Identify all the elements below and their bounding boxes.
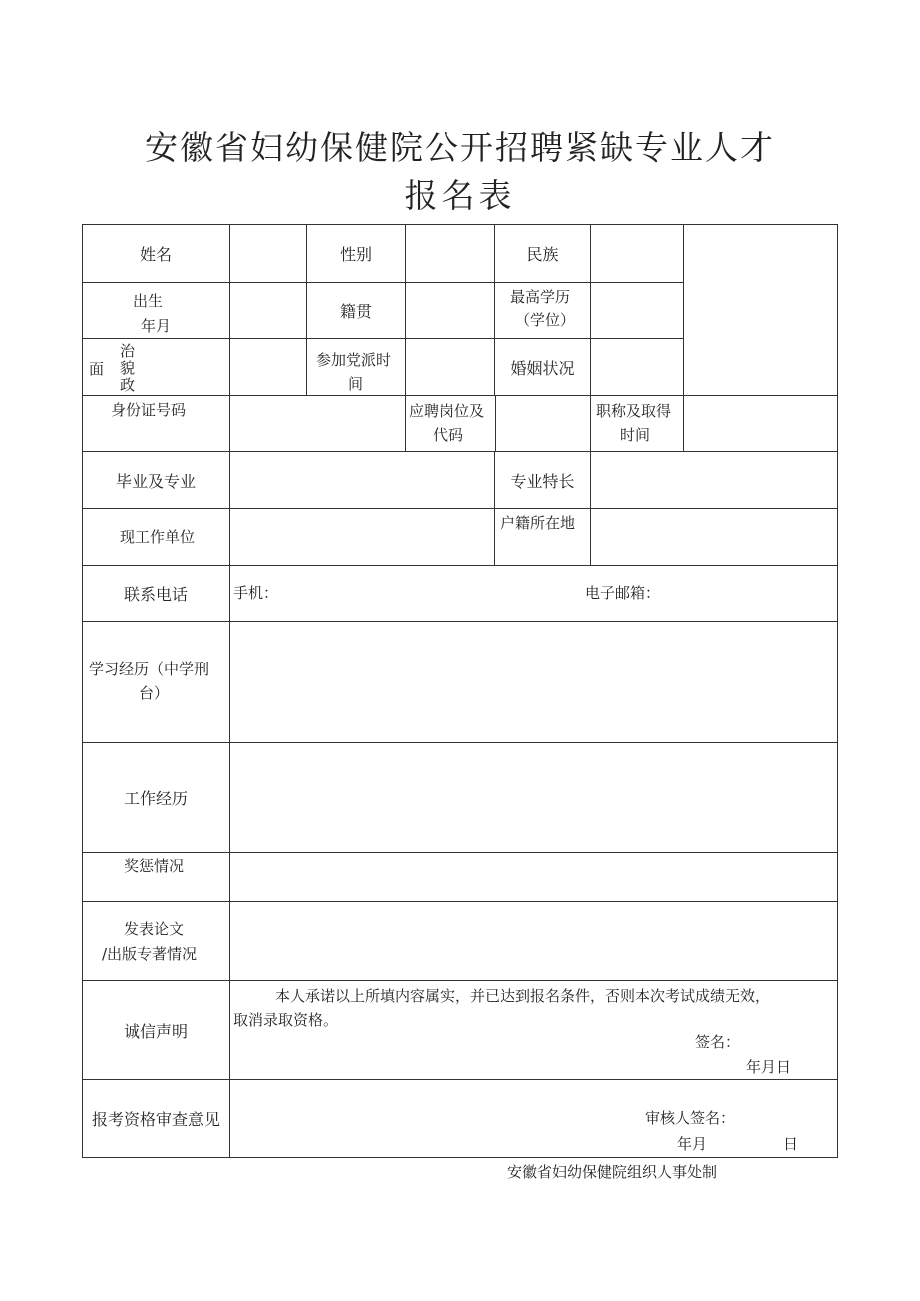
id-label-cell <box>82 395 230 452</box>
papers-field[interactable] <box>229 901 838 981</box>
phone-label: 联系电话 <box>123 585 188 604</box>
review-label: 报考资格审查意见 <box>91 1110 220 1129</box>
form-title: 安徽省妇幼保健院公开招聘紧缺专业人才 <box>145 128 775 167</box>
papers-label-2: /出版专著情况 <box>102 945 198 963</box>
graduation-label: 毕业及专业 <box>115 471 196 491</box>
specialty-label-cell <box>494 451 591 509</box>
party-time-label-1: 参加党派时 <box>316 351 392 369</box>
political-label-2: 治 <box>120 342 136 360</box>
political-label-4: 政 <box>120 376 136 394</box>
id-field[interactable] <box>229 395 406 452</box>
integrity-label: 诚信声明 <box>123 1021 188 1041</box>
political-label-1: 面 <box>89 360 105 378</box>
position-label-1: 应聘岗位及 <box>409 402 485 420</box>
review-label-cell <box>82 1079 230 1158</box>
political-label-cell <box>82 338 230 396</box>
study-label-2: 台） <box>139 684 170 702</box>
employer-label: 现工作单位 <box>120 528 196 546</box>
footer-issuer: 安徽省妇幼保健院组织人事处制 <box>507 1163 718 1181</box>
position-field[interactable] <box>495 395 591 452</box>
graduation-label-cell <box>82 451 230 509</box>
awards-label: 奖惩情况 <box>124 857 185 875</box>
title-field[interactable] <box>683 395 838 452</box>
integrity-field[interactable] <box>229 980 838 1080</box>
study-field[interactable] <box>229 621 838 743</box>
name-field[interactable] <box>229 224 307 283</box>
native-place-label: 籍贯 <box>339 302 372 321</box>
review-day: 日 <box>783 1135 799 1153</box>
graduation-field[interactable] <box>229 451 495 509</box>
phone-label-cell <box>82 565 230 622</box>
email-label: 电子邮箱： <box>585 584 661 602</box>
review-year-month: 年月 <box>677 1135 708 1153</box>
name-label-cell <box>82 224 230 283</box>
photo-box[interactable] <box>683 224 838 396</box>
marital-label: 婚姻状况 <box>510 358 575 378</box>
education-label-1: 最高学历 <box>510 288 571 306</box>
ethnicity-label: 民族 <box>526 245 559 264</box>
awards-field[interactable] <box>229 852 838 902</box>
gender-field[interactable] <box>405 224 495 283</box>
phone-field[interactable] <box>229 565 838 622</box>
review-field[interactable] <box>229 1079 838 1158</box>
marital-label-cell <box>494 338 591 396</box>
household-field[interactable] <box>590 508 838 566</box>
education-label-2: （学位） <box>515 311 576 329</box>
birth-label-cell <box>82 282 230 339</box>
awards-label-cell <box>82 852 230 902</box>
reviewer-sign: 审核人签名： <box>645 1109 736 1127</box>
title-label-1: 职称及取得 <box>596 402 672 420</box>
integrity-text-2: 取消录取资格。 <box>233 1011 339 1029</box>
position-label-2: 代码 <box>433 426 464 444</box>
integrity-sign: 签名： <box>695 1033 741 1051</box>
integrity-label-cell <box>82 980 230 1080</box>
marital-field[interactable] <box>590 338 684 396</box>
household-label: 户籍所在地 <box>500 514 576 532</box>
integrity-text-1: 本人承诺以上所填内容属实，并已达到报名条件，否则本次考试成绩无效， <box>275 987 771 1005</box>
title-label-cell <box>590 395 684 452</box>
study-label-cell <box>82 621 230 743</box>
registration-form-table <box>82 224 838 1158</box>
party-time-label-cell <box>306 338 406 396</box>
position-label-cell <box>405 395 496 452</box>
party-time-field[interactable] <box>405 338 495 396</box>
papers-label-1: 发表论文 <box>124 920 185 938</box>
specialty-field[interactable] <box>590 451 838 509</box>
name-label: 姓名 <box>139 245 172 264</box>
birth-label-1: 出生 <box>133 292 164 310</box>
work-field[interactable] <box>229 742 838 853</box>
ethnicity-field[interactable] <box>590 224 684 283</box>
specialty-label: 专业特长 <box>510 471 575 491</box>
household-label-cell <box>494 508 591 566</box>
birth-label-2: 年月 <box>141 317 172 335</box>
id-label: 身份证号码 <box>111 401 187 419</box>
gender-label-cell <box>306 224 406 283</box>
employer-field[interactable] <box>229 508 495 566</box>
native-place-label-cell <box>306 282 406 339</box>
native-place-field[interactable] <box>405 282 495 339</box>
political-label-3: 貌 <box>120 359 136 377</box>
title-label-2: 时间 <box>620 426 651 444</box>
education-label-cell <box>494 282 591 339</box>
papers-label-cell <box>82 901 230 981</box>
birth-field[interactable] <box>229 282 307 339</box>
party-time-label-2: 间 <box>348 375 364 393</box>
ethnicity-label-cell <box>494 224 591 283</box>
mobile-label: 手机： <box>233 584 279 602</box>
work-label-cell <box>82 742 230 853</box>
education-field[interactable] <box>590 282 684 339</box>
study-label-1: 学习经历（中学刑 <box>89 660 210 678</box>
employer-label-cell <box>82 508 230 566</box>
gender-label: 性别 <box>339 245 372 264</box>
political-field[interactable] <box>229 338 307 396</box>
integrity-date: 年月日 <box>746 1058 792 1076</box>
work-label: 工作经历 <box>123 789 188 808</box>
form-subtitle: 报名表 <box>404 176 516 215</box>
